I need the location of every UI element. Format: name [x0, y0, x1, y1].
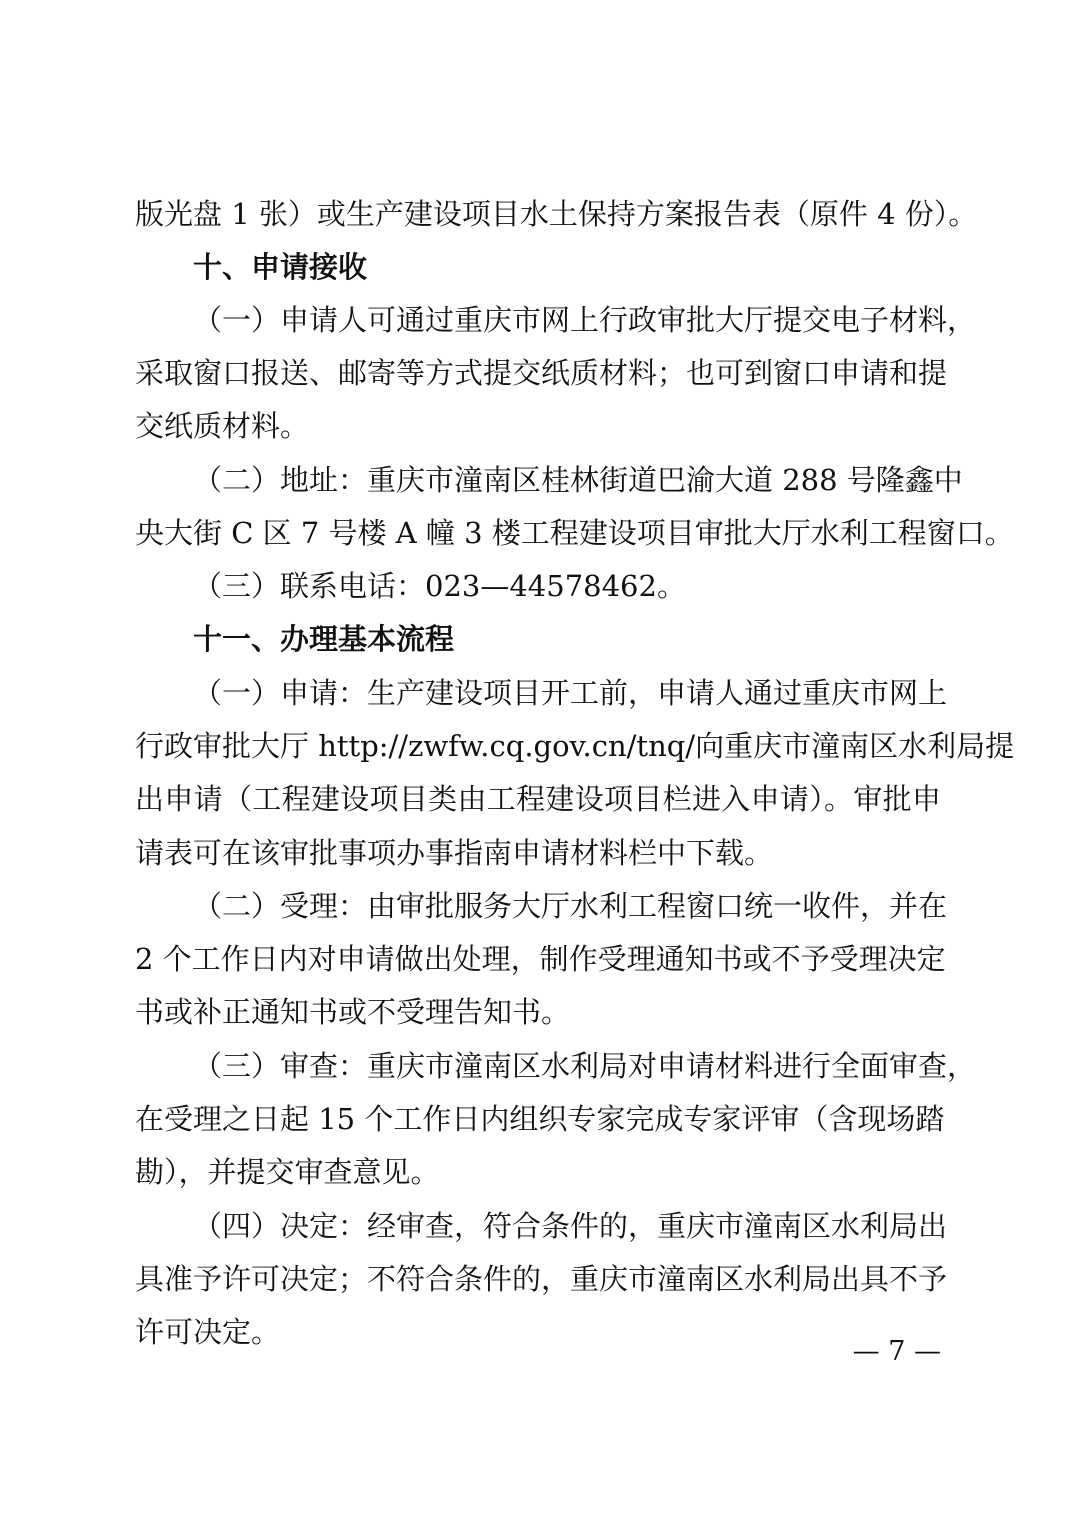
text-line: 交纸质材料。	[135, 409, 310, 443]
section-heading-application-receipt: 十、申请接收	[193, 250, 368, 284]
text-line: （四）决定：经审查，符合条件的，重庆市潼南区水利局出	[193, 1209, 948, 1243]
text-line: 许可决定。	[135, 1315, 281, 1349]
text-line: 勘），并提交审查意见。	[135, 1155, 440, 1189]
text-line: 在受理之日起 15 个工作日内组织专家完成专家评审（含现场踏	[135, 1102, 945, 1136]
text-line: （三）审查：重庆市潼南区水利局对申请材料进行全面审查，	[193, 1049, 977, 1083]
text-line-address: 央大街 C 区 7 号楼 A 幢 3 楼工程建设项目审批大厅水利工程窗口。	[135, 516, 1014, 550]
section-heading-basic-procedure: 十一、办理基本流程	[193, 622, 455, 656]
text-line-phone: （三）联系电话：023—44578462。	[193, 569, 686, 603]
text-line: 书或补正通知书或不受理告知书。	[135, 995, 571, 1029]
text-line: （一）申请人可通过重庆市网上行政审批大厅提交电子材料，	[193, 303, 977, 337]
text-line: 请表可在该审批事项办事指南申请材料栏中下载。	[135, 836, 774, 870]
text-line: 采取窗口报送、邮寄等方式提交纸质材料；也可到窗口申请和提	[135, 356, 948, 390]
text-line: 出申请（工程建设项目类由工程建设项目栏进入申请）。审批申	[135, 782, 941, 816]
text-line: （一）申请：生产建设项目开工前，申请人通过重庆市网上	[193, 676, 948, 710]
text-line: （二）受理：由审批服务大厅水利工程窗口统一收件，并在	[193, 889, 948, 923]
page-number: — 7 —	[852, 1336, 941, 1367]
text-line-url: 行政审批大厅 http://zwfw.cq.gov.cn/tnq/向重庆市潼南区水利局提	[135, 729, 1015, 763]
text-line-address: （二）地址：重庆市潼南区桂林街道巴渝大道 288 号隆鑫中	[193, 463, 963, 497]
text-line: 2 个工作日内对申请做出处理，制作受理通知书或不予受理决定	[135, 942, 946, 976]
text-line: 具准予许可决定；不符合条件的，重庆市潼南区水利局出具不予	[135, 1262, 948, 1296]
text-line-continuation: 版光盘 1 张）或生产建设项目水土保持方案报告表（原件 4 份）。	[135, 197, 978, 231]
